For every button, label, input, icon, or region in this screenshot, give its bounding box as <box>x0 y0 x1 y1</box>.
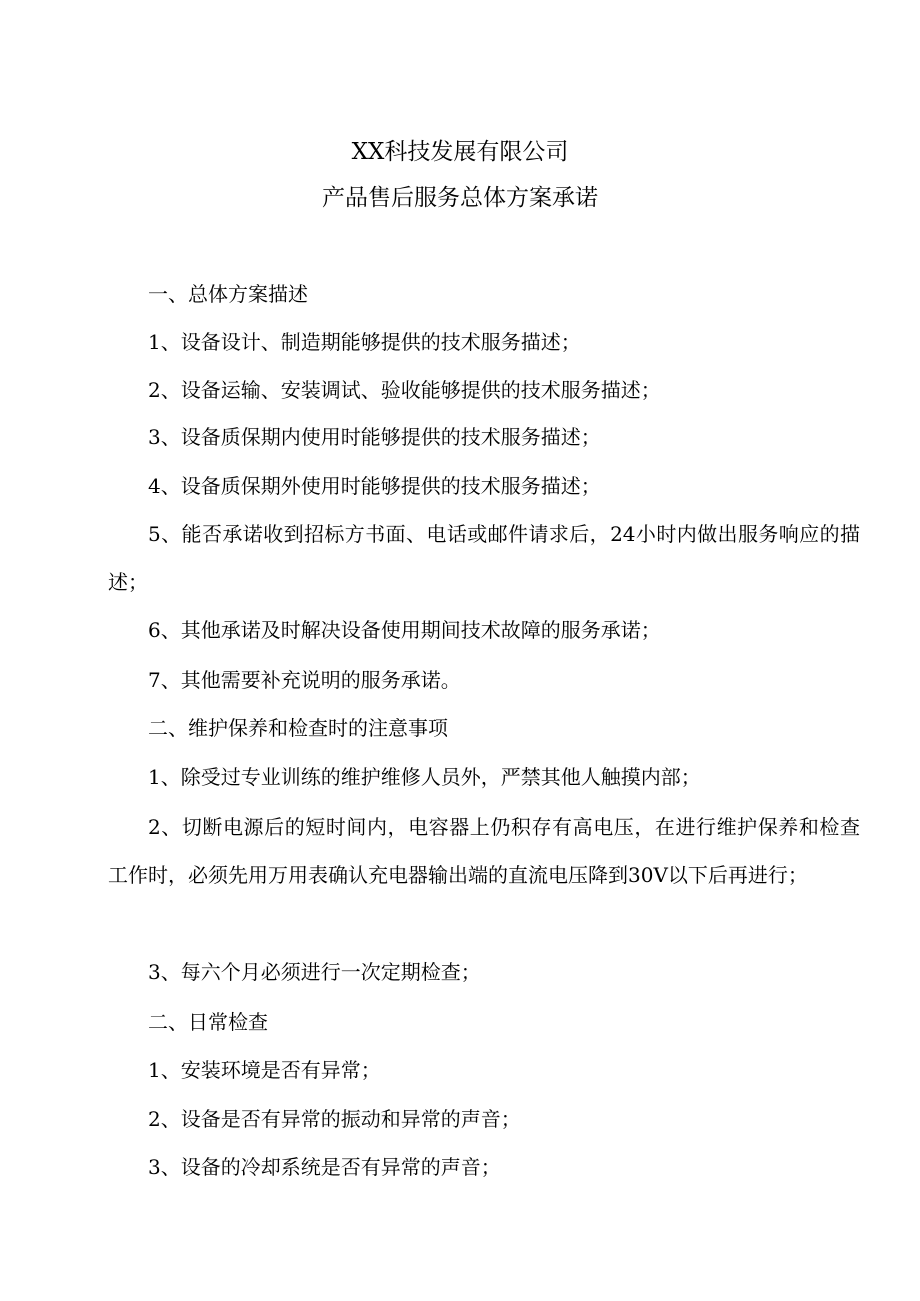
daily-item: 1、安装环境是否有异常； <box>148 1058 381 1082</box>
section-heading-maintenance: 二、维护保养和检查时的注意事项 <box>148 716 448 740</box>
section-heading-daily: 二、日常检查 <box>148 1010 268 1034</box>
overall-item: 7、其他需要补充说明的服务承诺。 <box>148 668 461 692</box>
maintenance-item: 3、每六个月必须进行一次定期检查； <box>148 960 481 984</box>
overall-item: 4、设备质保期外使用时能够提供的技术服务描述； <box>148 474 601 498</box>
daily-item: 3、设备的冷却系统是否有异常的声音； <box>148 1155 501 1179</box>
company-name: XX科技发展有限公司 <box>351 139 569 165</box>
maintenance-item: 2、切断电源后的短时间内，电容器上仍积存有高电压，在进行维护保养和检查工作时，必须先用万用表确认充电器输出端的直流电压降到30V以下后再进行； <box>108 815 860 887</box>
overall-item: 3、设备质保期内使用时能够提供的技术服务描述； <box>148 425 601 449</box>
overall-item: 1、设备设计、制造期能够提供的技术服务描述； <box>148 330 581 354</box>
overall-item: 6、其他承诺及时解决设备使用期间技术故障的服务承诺； <box>148 618 661 642</box>
overall-item: 5、能否承诺收到招标方书面、电话或邮件请求后，24小时内做出服务响应的描述； <box>108 522 860 594</box>
overall-item: 2、设备运输、安装调试、验收能够提供的技术服务描述； <box>148 378 661 402</box>
document-title: 产品售后服务总体方案承诺 <box>322 185 598 211</box>
section-heading-overall: 一、总体方案描述 <box>148 282 308 306</box>
daily-item: 2、设备是否有异常的振动和异常的声音； <box>148 1107 521 1131</box>
maintenance-item: 1、除受过专业训练的维护维修人员外，严禁其他人触摸内部； <box>148 765 701 789</box>
